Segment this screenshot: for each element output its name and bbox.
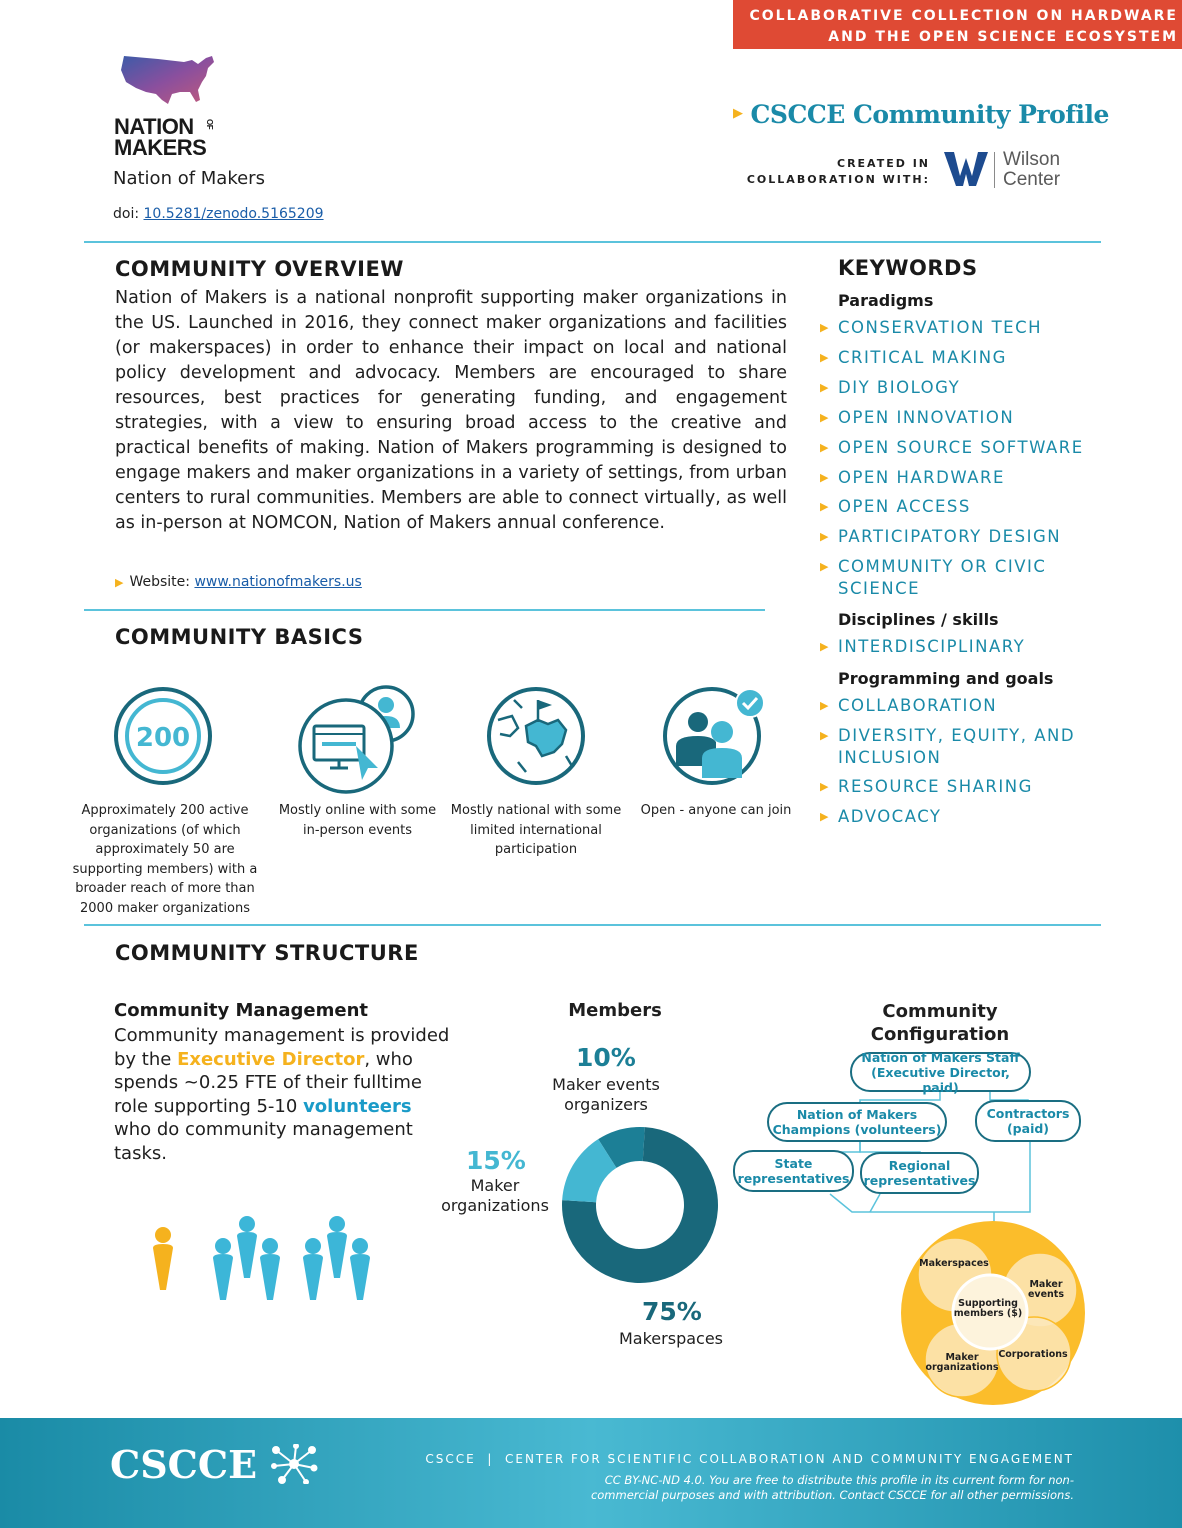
profile-title: ▶ CSCCE Community Profile [733,100,1109,129]
champions-node: Nation of Makers Champions (volunteers) [767,1102,947,1142]
triangle-bullet-icon: ▶ [820,381,830,394]
triangle-bullet-icon: ▶ [820,810,830,823]
triangle-bullet-icon: ▶ [820,321,830,334]
keyword-item: ▶ DIVERSITY, EQUITY, AND INCLUSION [820,726,1076,767]
venn-supporting-members: Supporting members ($) [953,1298,1023,1319]
triangle-bullet-icon: ▶ [820,411,830,424]
website-line: ▶ Website: www.nationofmakers.us [115,574,362,590]
members-pct-makerspaces: 75% [642,1297,702,1326]
footer-organization: CSCCE | CENTER FOR SCIENTIFIC COLLABORATION AND COMMUNITY ENGAGEMENT [425,1452,1074,1466]
members-label-events: Maker events organizers [552,1075,660,1114]
usa-map-icon [118,52,218,110]
community-basics-title: COMMUNITY BASICS [115,625,364,649]
keyword-item: ▶ COLLABORATION [820,696,998,715]
community-overview-title: COMMUNITY OVERVIEW [115,257,404,281]
members-pct-events: 10% [576,1043,636,1072]
keywords-title: KEYWORDS [838,256,978,280]
venn-maker-events: Maker events [1027,1279,1065,1300]
keyword-category-disciplines: Disciplines / skills [838,610,999,629]
triangle-bullet-icon: ▶ [820,500,830,513]
nation-of-makers-logo: NATION MAKERS OF [114,114,214,160]
members-label-makerspaces: Makerspaces [619,1329,723,1348]
doi-link[interactable]: 10.5281/zenodo.5165209 [143,206,324,222]
keyword-item: ▶ OPEN INNOVATION [820,408,1015,427]
keyword-item: ▶ OPEN SOURCE SOFTWARE [820,438,1084,457]
basics-caption-format: Mostly online with some in-person events [278,803,437,838]
keyword-item: ▶ OPEN ACCESS [820,497,971,516]
members-title: Members [568,1000,662,1021]
keyword-item: ▶ CRITICAL MAKING [820,348,1007,367]
keyword-item: ▶ RESOURCE SHARING [820,777,1033,796]
online-events-icon [296,684,418,796]
members-pct-orgs: 15% [466,1146,526,1175]
open-membership-icon [662,686,766,786]
basics-caption-reach: Mostly national with some limited international participation [450,803,622,857]
triangle-bullet-icon: ▶ [115,576,124,589]
footer-license: CC BY-NC-ND 4.0. You are free to distribute this profile in its current form for non-commercial purposes and with attribution. Contact CSCCE for all other permissions. [590,1473,1074,1502]
people-group-icon [148,1210,378,1306]
divider [84,924,1101,926]
venn-maker-organizations: Maker organizations [925,1352,999,1373]
triangle-bullet-icon: ▶ [820,441,830,454]
banner-line-2: AND THE OPEN SCIENCE ECOSYSTEM [828,29,1178,45]
organization-name: Nation of Makers [113,168,265,189]
keyword-category-programming: Programming and goals [838,669,1054,688]
executive-director-highlight: Executive Director [177,1048,365,1070]
contractors-node: Contractors (paid) [975,1100,1081,1142]
basics-caption-size: Approximately 200 active organizations (of which approximately 50 are supporting members) with a broader reach of more than 2000 maker organizations [72,803,258,916]
community-structure-title: COMMUNITY STRUCTURE [115,941,419,965]
members-label-orgs: Maker organizations [441,1176,549,1215]
community-management-text: Community management is provided by the Executive Director, who spends ~0.25 FTE of their fulltime role supporting 5-10 volunteers who do community management tasks. [114,1025,450,1164]
director-person-icon [153,1227,173,1290]
divider [84,609,765,611]
keyword-category-paradigms: Paradigms [838,291,934,310]
wilson-center-w-logo-icon [944,150,988,188]
created-in-collaboration: CREATED IN COLLABORATION WITH: [746,157,930,186]
triangle-bullet-icon: ▶ [820,471,830,484]
keyword-item: ▶ PARTICIPATORY DESIGN [820,527,1062,546]
community-size-icon [113,686,213,786]
triangle-bullet-icon: ▶ [820,351,830,364]
volunteers-highlight: volunteers [303,1095,412,1117]
basics-caption-openness: Open - anyone can join [640,803,792,818]
triangle-bullet-icon: ▶ [820,530,830,543]
collection-banner [733,0,1182,49]
volunteer-person-icons [213,1216,370,1300]
keyword-item: ▶ COMMUNITY OR CIVIC SCIENCE [820,557,1047,598]
doi-line: doi: 10.5281/zenodo.5165209 [113,206,324,222]
keyword-item: ▶ DIY BIOLOGY [820,378,961,397]
triangle-bullet-icon: ▶ [820,560,830,573]
staff-node: Nation of Makers Staff (Executive Director, paid) [850,1052,1031,1092]
triangle-bullet-icon: ▶ [733,106,743,121]
community-size-number: 200 [135,723,191,753]
regional-representatives-node: Regional representatives [860,1152,979,1194]
globe-icon [486,686,586,786]
banner-line-1: COLLABORATIVE COLLECTION ON HARDWARE [749,8,1178,24]
configuration-title: Community Configuration [870,1001,1010,1045]
cscce-footer-logo: CSCCE [110,1442,318,1487]
venn-makerspaces: Makerspaces [919,1258,989,1269]
keyword-item: ▶ ADVOCACY [820,807,942,826]
members-donut-chart [560,1125,720,1285]
triangle-bullet-icon: ▶ [820,699,830,712]
triangle-bullet-icon: ▶ [820,729,830,742]
community-management-title: Community Management [114,1000,368,1021]
venn-corporations: Corporations [998,1349,1068,1360]
logo-divider [994,152,995,188]
divider [84,241,1101,243]
wilson-center-logo: Wilson Center [1003,149,1061,190]
triangle-bullet-icon: ▶ [820,640,830,653]
state-representatives-node: State representatives [733,1150,854,1192]
triangle-bullet-icon: ▶ [820,780,830,793]
keyword-item: ▶ INTERDISCIPLINARY [820,637,1026,656]
network-burst-icon [270,1444,318,1484]
overview-paragraph: Nation of Makers is a national nonprofit supporting maker organizations in the US. Launched in 2016, they connect maker organizations and facilities (or makerspaces) in order to enhance their impact on local and national policy development and advocacy. Members are encouraged to share resources, best practices for generating funding, and engagement strategies, with a view to ensuring broad access to the creative and practical benefits of making. Nation of Makers programming is designed to engage makers and maker organizations in a variety of settings, from urban centers to rural communities. Members are able to connect virtually, as well as in-person at NOMCON, Nation of Makers annual conference. [115,288,787,533]
keyword-item: ▶ OPEN HARDWARE [820,468,1005,487]
website-link[interactable]: www.nationofmakers.us [194,574,362,590]
keyword-item: ▶ CONSERVATION TECH [820,318,1043,337]
